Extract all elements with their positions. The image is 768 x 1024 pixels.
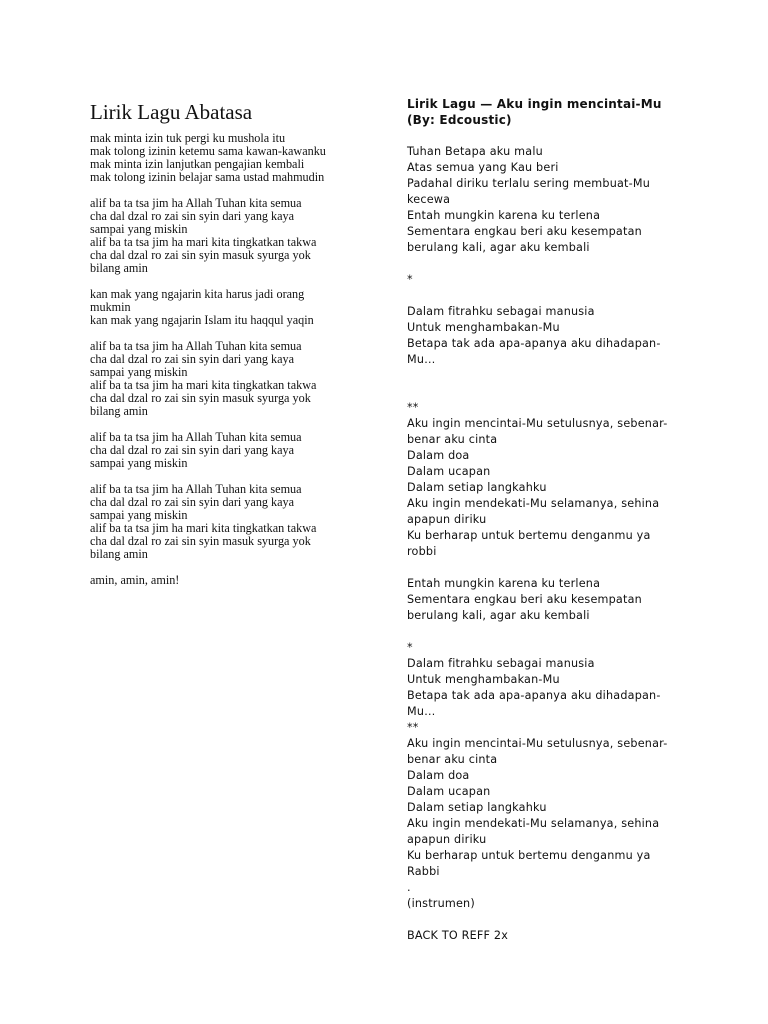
lyric-line: apapun diriku xyxy=(407,513,487,526)
lyric-line: Sementara engkau beri aku kesempatan xyxy=(407,225,642,238)
lyric-line: mak minta izin tuk pergi ku mushola itu xyxy=(90,131,286,145)
lyric-line: cha dal dzal ro zai sin syin dari yang kaya xyxy=(90,443,295,457)
lyric-line: alif ba ta tsa jim ha mari kita tingkatkan takwa xyxy=(90,521,317,535)
stanza xyxy=(90,132,380,184)
lyric-line: berulang kali, agar aku kembali xyxy=(407,241,590,254)
lyric-line: sampai yang miskin xyxy=(90,456,188,470)
lyric-line: Rabbi xyxy=(407,865,440,878)
lyric-line: Aku ingin mendekati-Mu selamanya, sehina xyxy=(407,497,660,510)
right-title-line: Lirik Lagu — Aku ingin mencintai-Mu xyxy=(407,97,662,111)
lyric-line: benar aku cinta xyxy=(407,753,498,766)
lyric-line: cha dal dzal ro zai sin syin dari yang kaya xyxy=(90,495,295,509)
right-lyrics xyxy=(407,144,687,944)
left-column xyxy=(90,100,380,600)
lyric-line: Entah mungkin karena ku terlena xyxy=(407,577,601,590)
lyric-line: bilang amin xyxy=(90,261,148,275)
lyric-line: ** xyxy=(407,401,419,414)
lyric-line: Betapa tak ada apa-apanya aku dihadapan- xyxy=(407,337,661,350)
lyric-line: cha dal dzal ro zai sin syin dari yang kaya xyxy=(90,352,295,366)
lyric-line: Dalam fitrahku sebagai manusia xyxy=(407,657,595,670)
lyric-line: Mu… xyxy=(407,353,436,366)
lyric-line: Ku berharap untuk bertemu denganmu ya xyxy=(407,529,651,542)
lyric-line: amin, amin, amin! xyxy=(90,573,180,587)
lyric-line: Dalam setiap langkahku xyxy=(407,481,547,494)
lyric-line: kan mak yang ngajarin kita harus jadi orang xyxy=(90,287,305,301)
lyric-line: alif ba ta tsa jim ha Allah Tuhan kita semua xyxy=(90,482,302,496)
lyric-line: bilang amin xyxy=(90,404,148,418)
stanza xyxy=(90,197,380,275)
lyric-line: Padahal diriku terlalu sering membuat-Mu xyxy=(407,177,651,190)
lyric-line: mak tolong izinin belajar sama ustad mahmudin xyxy=(90,170,325,184)
blank-line xyxy=(407,624,687,640)
lyric-line: Mu… xyxy=(407,705,436,718)
lyric-line: mak tolong izinin ketemu sama kawan-kawanku xyxy=(90,144,326,158)
lyric-line: cha dal dzal ro zai sin syin masuk syurga yok xyxy=(90,391,311,405)
lyric-line: Dalam ucapan xyxy=(407,785,491,798)
lyric-line: kecewa xyxy=(407,193,451,206)
lyric-line: mak minta izin lanjutkan pengajian kembali xyxy=(90,157,305,171)
lyric-line: Dalam fitrahku sebagai manusia xyxy=(407,305,595,318)
lyric-line: (instrumen) xyxy=(407,897,475,910)
blank-line xyxy=(407,912,687,928)
stanza xyxy=(90,483,380,561)
lyric-line: Betapa tak ada apa-apanya aku dihadapan- xyxy=(407,689,661,702)
lyric-line: berulang kali, agar aku kembali xyxy=(407,609,590,622)
lyric-line: apapun diriku xyxy=(407,833,487,846)
lyric-line: cha dal dzal ro zai sin syin masuk syurga yok xyxy=(90,248,311,262)
stanza xyxy=(90,574,380,587)
left-title: Lirik Lagu Abatasa xyxy=(90,100,253,124)
lyric-line: alif ba ta tsa jim ha mari kita tingkatkan takwa xyxy=(90,235,317,249)
lyric-line: mukmin xyxy=(90,300,131,314)
lyric-line: * xyxy=(407,641,413,654)
lyric-line: Sementara engkau beri aku kesempatan xyxy=(407,593,642,606)
lyric-line: Ku berharap untuk bertemu denganmu ya xyxy=(407,849,651,862)
lyric-line: sampai yang miskin xyxy=(90,508,188,522)
right-title xyxy=(407,96,687,128)
lyric-line: alif ba ta tsa jim ha mari kita tingkatkan takwa xyxy=(90,378,317,392)
lyric-line: Aku ingin mencintai-Mu setulusnya, sebenar- xyxy=(407,737,668,750)
lyric-line: cha dal dzal ro zai sin syin masuk syurga yok xyxy=(90,534,311,548)
lyric-line: Aku ingin mendekati-Mu selamanya, sehina xyxy=(407,817,660,830)
lyric-line: benar aku cinta xyxy=(407,433,498,446)
stanza xyxy=(90,431,380,470)
blank-line xyxy=(407,384,687,400)
lyric-line: Aku ingin mencintai-Mu setulusnya, sebenar- xyxy=(407,417,668,430)
lyric-line: sampai yang miskin xyxy=(90,365,188,379)
lyric-line: alif ba ta tsa jim ha Allah Tuhan kita semua xyxy=(90,196,302,210)
lyric-line: bilang amin xyxy=(90,547,148,561)
lyric-line: sampai yang miskin xyxy=(90,222,188,236)
left-lyrics xyxy=(90,132,380,587)
lyric-line: * xyxy=(407,273,413,286)
lyric-line: Untuk menghambakan-Mu xyxy=(407,673,560,686)
lyric-line: BACK TO REFF 2x xyxy=(407,929,509,942)
lyric-line: cha dal dzal ro zai sin syin dari yang kaya xyxy=(90,209,295,223)
lyric-line: Tuhan Betapa aku malu xyxy=(407,145,543,158)
stanza xyxy=(90,288,380,327)
lyric-line: alif ba ta tsa jim ha Allah Tuhan kita semua xyxy=(90,339,302,353)
right-title-line: (By: Edcoustic) xyxy=(407,113,512,127)
blank-line xyxy=(407,256,687,272)
lyric-line: Entah mungkin karena ku terlena xyxy=(407,209,601,222)
lyric-line: Dalam setiap langkahku xyxy=(407,801,547,814)
lyric-line: Atas semua yang Kau beri xyxy=(407,161,559,174)
lyric-line: Dalam doa xyxy=(407,769,470,782)
lyric-line: Untuk menghambakan-Mu xyxy=(407,321,560,334)
lyric-line: ** xyxy=(407,721,419,734)
stanza xyxy=(90,340,380,418)
blank-line xyxy=(407,288,687,304)
lyric-line: . xyxy=(407,881,411,894)
lyric-line: alif ba ta tsa jim ha Allah Tuhan kita semua xyxy=(90,430,302,444)
lyric-line: Dalam doa xyxy=(407,449,470,462)
blank-line xyxy=(407,560,687,576)
right-column xyxy=(407,96,687,944)
blank-line xyxy=(407,368,687,384)
lyric-line: Dalam ucapan xyxy=(407,465,491,478)
lyric-line: kan mak yang ngajarin Islam itu haqqul yaqin xyxy=(90,313,314,327)
lyric-line: robbi xyxy=(407,545,437,558)
